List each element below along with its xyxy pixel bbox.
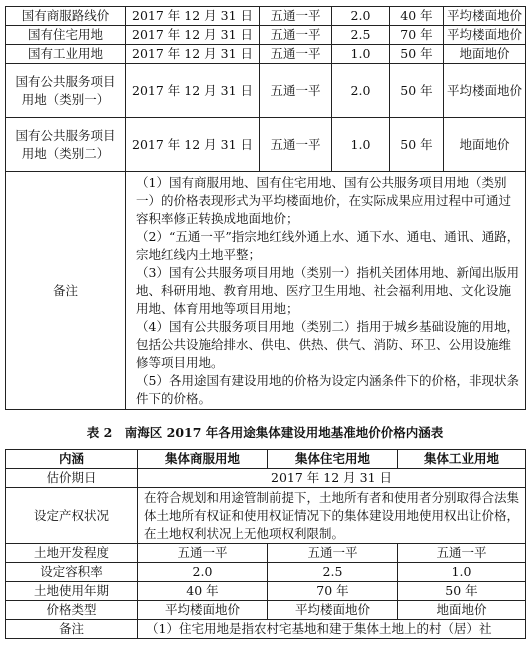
term-cell: 50 年 [390, 64, 444, 118]
development-cell: 五通一平 [260, 64, 332, 118]
note-5: （5）各用途国有建设用地的价格为设定内涵条件下的价格，非现状条件下的价格。 [136, 372, 519, 406]
value-cell: 70 年 [268, 582, 398, 601]
price-type-cell: 平均楼面地价 [444, 64, 526, 118]
term-cell: 50 年 [390, 45, 444, 64]
table-row [6, 26, 526, 45]
land-use-cell: 国有工业用地 [6, 45, 126, 64]
value-cell: 50 年 [398, 582, 526, 601]
price-type-cell: 平均楼面地价 [444, 7, 526, 26]
term-cell: 50 年 [390, 118, 444, 172]
table-row [6, 45, 526, 64]
land-use-cell: 国有公共服务项目用地（类别二） [6, 118, 126, 172]
note-2: （2）“五通一平”指宗地红线外通上水、通下水、通电、通讯、通路，宗地红线内土地平整； [136, 228, 520, 262]
value-cell: 平均楼面地价 [138, 601, 268, 620]
row-label: 设定容积率 [6, 563, 138, 582]
valuation-date-cell: 2017 年 12 月 31 日 [126, 45, 260, 64]
column-header: 集体商服用地 [138, 450, 268, 469]
development-cell: 五通一平 [260, 7, 332, 26]
table-row [6, 582, 526, 601]
far-cell: 1.0 [332, 45, 390, 64]
row-label: 估价期日 [6, 469, 138, 488]
land-use-cell: 国有商服路线价 [6, 7, 126, 26]
price-type-cell: 地面地价 [444, 45, 526, 64]
notes-cell [126, 172, 526, 410]
valuation-date-cell: 2017 年 12 月 31 日 [126, 118, 260, 172]
value-cell: 五通一平 [268, 544, 398, 563]
table-row [6, 64, 526, 118]
development-cell: 五通一平 [260, 26, 332, 45]
term-cell: 40 年 [390, 7, 444, 26]
value-cell: 1.0 [398, 563, 526, 582]
value-cell: 2.0 [138, 563, 268, 582]
column-header: 集体工业用地 [398, 450, 526, 469]
table-row [6, 544, 526, 563]
development-cell: 五通一平 [260, 118, 332, 172]
land-use-cell: 国有住宅用地 [6, 26, 126, 45]
term-cell: 70 年 [390, 26, 444, 45]
notes-row [6, 172, 526, 410]
valuation-date-cell: 2017 年 12 月 31 日 [126, 7, 260, 26]
table-row [6, 118, 526, 172]
table-row [6, 7, 526, 26]
rights-text: 在符合规划和用途管制前提下，土地所有者和使用者分别取得合法集体土地所有权证和使用权证情况下的集体建设用地使用权出让价格，在土地权利状况上无他项权利限制。 [138, 488, 526, 544]
table-row [6, 469, 526, 488]
price-type-cell: 地面地价 [444, 118, 526, 172]
column-header: 集体住宅用地 [268, 450, 398, 469]
value-cell: 2.5 [268, 563, 398, 582]
header-row [6, 450, 526, 469]
far-cell: 2.0 [332, 64, 390, 118]
row-label: 土地开发程度 [6, 544, 138, 563]
valuation-date-cell: 2017 年 12 月 31 日 [126, 64, 260, 118]
valuation-date-value: 2017 年 12 月 31 日 [138, 469, 526, 488]
far-cell: 1.0 [332, 118, 390, 172]
row-label: 设定产权状况 [6, 488, 138, 544]
far-cell: 2.0 [332, 7, 390, 26]
far-cell: 2.5 [332, 26, 390, 45]
notes-row [6, 620, 526, 639]
valuation-date-cell: 2017 年 12 月 31 日 [126, 26, 260, 45]
notes-label: 备注 [6, 172, 126, 410]
value-cell: 地面地价 [398, 601, 526, 620]
value-cell: 40 年 [138, 582, 268, 601]
table-2-caption: 表 2 南海区 2017 年各用途集体建设用地基准地价价格内涵表 [86, 425, 444, 440]
land-price-table-1 [5, 6, 526, 410]
note-4: （4）国有公共服务项目用地（类别二）指用于城乡基础设施的用地，包括公共设施给排水、供电、供热、供气、消防、环卫、公用设施维修等项目用地。 [136, 318, 519, 370]
note-3: （3）国有公共服务项目用地（类别一）指机关团体用地、新闻出版用地、科研用地、教育用地、医疗卫生用地、社会福利用地、文化设施用地、体育用地等项目用地； [136, 264, 519, 316]
table-row [6, 563, 526, 582]
notes-label: 备注 [6, 620, 138, 639]
note-1: （1）国有商服用地、国有住宅用地、国有公共服务项目用地（类别一）的价格表现形式为平均楼面地价，在实际成果应用过程中可通过容积率修正转换成地面地价； [136, 174, 512, 226]
column-header: 内涵 [6, 450, 138, 469]
land-price-table-2 [5, 449, 526, 639]
note-text: （1）住宅用地是指农村宅基地和建于集体土地上的村（居）社 [138, 620, 526, 639]
table-row [6, 488, 526, 544]
row-label: 土地使用年期 [6, 582, 138, 601]
price-type-cell: 平均楼面地价 [444, 26, 526, 45]
value-cell: 五通一平 [398, 544, 526, 563]
row-label: 价格类型 [6, 601, 138, 620]
value-cell: 平均楼面地价 [268, 601, 398, 620]
land-use-cell: 国有公共服务项目用地（类别一） [6, 64, 126, 118]
value-cell: 五通一平 [138, 544, 268, 563]
development-cell: 五通一平 [260, 45, 332, 64]
table-row [6, 601, 526, 620]
